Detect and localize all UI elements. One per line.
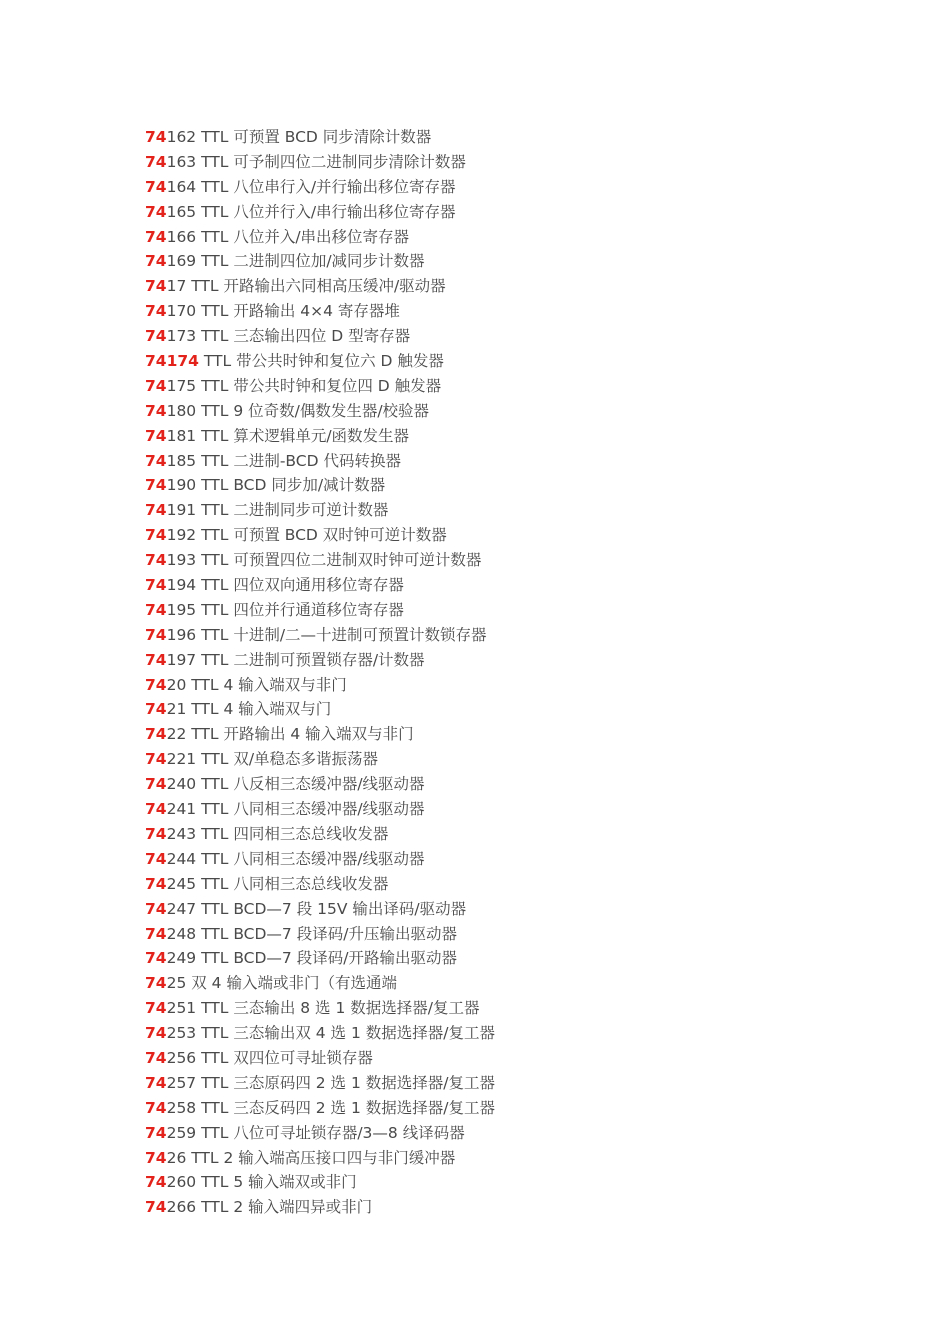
part-prefix: 74 — [145, 874, 167, 893]
list-item — [145, 200, 845, 225]
part-description: 26 TTL 2 输入端高压接口四与非门缓冲器 — [166, 1148, 456, 1167]
part-description: 191 TTL 二进制同步可逆计数器 — [166, 501, 389, 520]
part-description: 240 TTL 八反相三态缓冲器/线驱动器 — [166, 775, 425, 794]
part-description: 193 TTL 可预置四位二进制双时钟可逆计数器 — [166, 551, 482, 570]
list-item — [145, 473, 845, 498]
part-prefix: 74 — [145, 1123, 167, 1142]
list-item — [145, 349, 845, 374]
part-prefix: 74 — [145, 451, 167, 470]
list-item — [145, 225, 845, 250]
list-item — [145, 897, 845, 922]
part-description: 166 TTL 八位并入/串出移位寄存器 — [166, 227, 410, 246]
part-description: TTL 带公共时钟和复位六 D 触发器 — [198, 352, 444, 371]
part-prefix: 74 — [145, 1173, 167, 1192]
part-prefix: 74 — [145, 650, 167, 669]
part-prefix: 74 — [145, 924, 167, 943]
list-item — [145, 1195, 845, 1220]
list-item — [145, 747, 845, 772]
list-item — [145, 946, 845, 971]
part-description: 22 TTL 开路输出 4 输入端双与非门 — [166, 725, 414, 744]
part-prefix: 74 — [145, 476, 167, 495]
part-prefix: 74 — [145, 1024, 167, 1043]
part-description: 257 TTL 三态原码四 2 选 1 数据选择器/复工器 — [166, 1073, 495, 1092]
part-description: 221 TTL 双/单稳态多谐振荡器 — [166, 750, 379, 769]
part-prefix: 74 — [145, 750, 167, 769]
part-prefix: 74 — [145, 277, 167, 296]
list-item — [145, 449, 845, 474]
part-description: 266 TTL 2 输入端四异或非门 — [166, 1198, 373, 1217]
part-description: 17 TTL 开路输出六同相高压缓冲/驱动器 — [166, 277, 446, 296]
part-prefix: 74 — [145, 1098, 167, 1117]
part-prefix: 74 — [145, 899, 167, 918]
list-item — [145, 623, 845, 648]
list-item — [145, 175, 845, 200]
list-item — [145, 573, 845, 598]
part-prefix: 74 — [145, 600, 167, 619]
part-description: 169 TTL 二进制四位加/减同步计数器 — [166, 252, 425, 271]
part-description: 195 TTL 四位并行通道移位寄存器 — [166, 600, 404, 619]
list-item — [145, 772, 845, 797]
list-item — [145, 797, 845, 822]
part-description: 190 TTL BCD 同步加/减计数器 — [166, 476, 386, 495]
part-description: 244 TTL 八同相三态缓冲器/线驱动器 — [166, 849, 425, 868]
part-description: 163 TTL 可予制四位二进制同步清除计数器 — [166, 152, 466, 171]
list-item — [145, 374, 845, 399]
list-item — [145, 1121, 845, 1146]
part-prefix: 74 — [145, 800, 167, 819]
part-prefix: 74 — [145, 725, 167, 744]
part-prefix: 74 — [145, 327, 167, 346]
part-prefix: 74 — [145, 675, 167, 694]
part-description: 194 TTL 四位双向通用移位寄存器 — [166, 576, 404, 595]
list-item — [145, 971, 845, 996]
part-description: 175 TTL 带公共时钟和复位四 D 触发器 — [166, 376, 442, 395]
part-description: 164 TTL 八位串行入/并行输出移位寄存器 — [166, 177, 456, 196]
part-description: 256 TTL 双四位可寻址锁存器 — [166, 1048, 373, 1067]
list-item — [145, 648, 845, 673]
part-description: 192 TTL 可预置 BCD 双时钟可逆计数器 — [166, 526, 447, 545]
part-description: 180 TTL 9 位奇数/偶数发生器/校验器 — [166, 401, 430, 420]
list-item — [145, 847, 845, 872]
list-item — [145, 324, 845, 349]
part-prefix: 74 — [145, 202, 167, 221]
part-prefix: 74 — [145, 700, 167, 719]
part-prefix: 74 — [145, 576, 167, 595]
part-prefix: 74 — [145, 849, 167, 868]
part-prefix: 74174 — [145, 352, 199, 371]
part-description: 197 TTL 二进制可预置锁存器/计数器 — [166, 650, 425, 669]
part-prefix: 74 — [145, 1198, 167, 1217]
part-description: 251 TTL 三态输出 8 选 1 数据选择器/复工器 — [166, 999, 480, 1018]
list-item — [145, 1146, 845, 1171]
list-item — [145, 299, 845, 324]
list-item — [145, 722, 845, 747]
part-description: 185 TTL 二进制-BCD 代码转换器 — [166, 451, 401, 470]
list-item — [145, 1046, 845, 1071]
part-description: 245 TTL 八同相三态总线收发器 — [166, 874, 389, 893]
part-prefix: 74 — [145, 526, 167, 545]
part-description: 247 TTL BCD—7 段 15V 输出译码/驱动器 — [166, 899, 467, 918]
list-item — [145, 822, 845, 847]
part-prefix: 74 — [145, 625, 167, 644]
list-item — [145, 249, 845, 274]
part-prefix: 74 — [145, 1048, 167, 1067]
part-prefix: 74 — [145, 501, 167, 520]
list-item — [145, 424, 845, 449]
list-item — [145, 399, 845, 424]
part-description: 249 TTL BCD—7 段译码/开路输出驱动器 — [166, 949, 457, 968]
part-prefix: 74 — [145, 999, 167, 1018]
part-description: 162 TTL 可预置 BCD 同步清除计数器 — [166, 128, 432, 146]
list-item — [145, 1021, 845, 1046]
list-item — [145, 922, 845, 947]
list-item — [145, 598, 845, 623]
list-item — [145, 548, 845, 573]
part-description: 253 TTL 三态输出双 4 选 1 数据选择器/复工器 — [166, 1024, 495, 1043]
part-prefix: 74 — [145, 252, 167, 271]
list-item — [145, 872, 845, 897]
part-prefix: 74 — [145, 376, 167, 395]
list-item — [145, 673, 845, 698]
part-prefix: 74 — [145, 1148, 167, 1167]
list-item — [145, 150, 845, 175]
part-description: 25 双 4 输入端或非门（有选通端 — [166, 974, 397, 993]
part-prefix: 74 — [145, 824, 167, 843]
part-description: 165 TTL 八位并行入/串行输出移位寄存器 — [166, 202, 456, 221]
part-description: 181 TTL 算术逻辑单元/函数发生器 — [166, 426, 410, 445]
part-prefix: 74 — [145, 1073, 167, 1092]
part-description: 258 TTL 三态反码四 2 选 1 数据选择器/复工器 — [166, 1098, 495, 1117]
part-prefix: 74 — [145, 401, 167, 420]
part-description: 248 TTL BCD—7 段译码/升压输出驱动器 — [166, 924, 457, 943]
part-description: 260 TTL 5 输入端双或非门 — [166, 1173, 357, 1192]
part-prefix: 74 — [145, 426, 167, 445]
part-prefix: 74 — [145, 775, 167, 794]
list-item — [145, 996, 845, 1021]
part-prefix: 74 — [145, 974, 167, 993]
list-item — [145, 1071, 845, 1096]
part-description: 20 TTL 4 输入端双与非门 — [166, 675, 347, 694]
list-item — [145, 125, 845, 150]
list-item — [145, 697, 845, 722]
part-description: 259 TTL 八位可寻址锁存器/3—8 线译码器 — [166, 1123, 465, 1142]
list-item — [145, 523, 845, 548]
list-item — [145, 274, 845, 299]
list-item — [145, 1170, 845, 1195]
part-description: 241 TTL 八同相三态缓冲器/线驱动器 — [166, 800, 425, 819]
part-prefix: 74 — [145, 302, 167, 321]
part-description: 173 TTL 三态输出四位 D 型寄存器 — [166, 327, 411, 346]
part-prefix: 74 — [145, 227, 167, 246]
part-description: 170 TTL 开路输出 4×4 寄存器堆 — [166, 302, 400, 321]
part-prefix: 74 — [145, 177, 167, 196]
list-item — [145, 1096, 845, 1121]
part-prefix: 74 — [145, 128, 167, 146]
part-description: 196 TTL 十进制/二—十进制可预置计数锁存器 — [166, 625, 487, 644]
part-description: 21 TTL 4 输入端双与门 — [166, 700, 332, 719]
part-description: 243 TTL 四同相三态总线收发器 — [166, 824, 389, 843]
chip-list — [145, 125, 845, 1220]
part-prefix: 74 — [145, 551, 167, 570]
list-item — [145, 498, 845, 523]
part-prefix: 74 — [145, 152, 167, 171]
part-prefix: 74 — [145, 949, 167, 968]
